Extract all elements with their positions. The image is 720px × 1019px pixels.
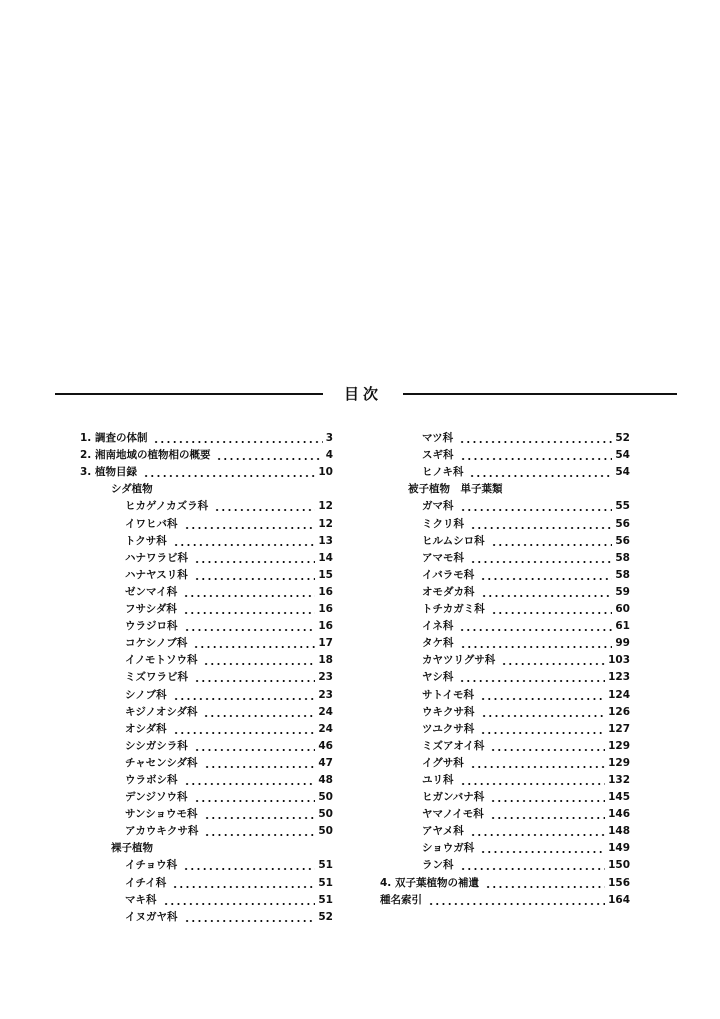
toc-entry-label: ヒルムシロ科 <box>422 534 485 547</box>
dot-leader <box>183 868 315 870</box>
toc-left-column <box>80 430 333 926</box>
toc-entry-page-number: 54 <box>615 466 630 479</box>
dot-leader <box>480 578 612 580</box>
dot-leader <box>204 834 315 836</box>
toc-entry-page-number: 46 <box>318 739 333 752</box>
toc-entry-label: トチカガミ科 <box>422 603 485 616</box>
toc-entry-label: シダ植物 <box>111 483 153 496</box>
toc-entry <box>422 721 630 738</box>
page-title: 目次 <box>343 385 382 403</box>
dot-leader <box>193 646 315 648</box>
toc-entry <box>125 567 333 584</box>
toc-entry-label: コケシノブ科 <box>125 637 188 650</box>
toc-entry-label: マツ科 <box>422 432 454 445</box>
toc-entry-page-number: 50 <box>318 825 333 838</box>
toc-entry-label: オシダ科 <box>125 722 167 735</box>
toc-entry <box>125 515 333 532</box>
toc-entry <box>422 652 630 669</box>
toc-entry <box>422 686 630 703</box>
toc-entry <box>422 772 630 789</box>
toc-entry-label: カヤツリグサ科 <box>422 654 496 667</box>
toc-entry-label: アマモ科 <box>422 551 464 564</box>
toc-entry <box>125 652 333 669</box>
toc-entry-label: ユリ科 <box>422 773 454 786</box>
toc-entry-page-number: 10 <box>318 466 333 479</box>
dot-leader <box>173 732 316 734</box>
toc-entry-label: ハナワラビ科 <box>125 551 188 564</box>
toc-entry <box>422 618 630 635</box>
dot-leader <box>204 817 316 819</box>
toc-entry-page-number: 52 <box>318 910 333 923</box>
toc-entry-label: イバラモ科 <box>422 568 475 581</box>
toc-entry-page-number: 61 <box>615 620 630 633</box>
toc-entry-page-number: 52 <box>615 432 630 445</box>
toc-entry-page-number: 58 <box>615 568 630 581</box>
toc-entry-label: 被子植物 単子葉類 <box>408 483 503 496</box>
toc-entry <box>422 498 630 515</box>
toc-entry-page-number: 132 <box>608 773 630 786</box>
toc-entry-page-number: 48 <box>318 773 333 786</box>
dot-leader <box>485 886 605 888</box>
toc-header <box>55 383 677 405</box>
toc-entry <box>125 533 333 550</box>
toc-entry-page-number: 148 <box>608 825 630 838</box>
toc-entry-page-number: 145 <box>608 791 630 804</box>
toc-entry <box>422 755 630 772</box>
toc-entry-label: 種名索引 <box>380 893 422 906</box>
dot-leader <box>203 715 315 717</box>
toc-entry-page-number: 16 <box>318 620 333 633</box>
toc-entry-label: タケ科 <box>422 637 454 650</box>
dot-leader <box>203 663 315 665</box>
toc-entry-label: 1. 調査の体制 <box>80 432 148 445</box>
toc-section-heading <box>408 481 630 498</box>
toc-entry <box>125 550 333 567</box>
dot-leader <box>490 749 605 751</box>
toc-entry <box>125 686 333 703</box>
toc-entry <box>125 823 333 840</box>
toc-entry-page-number: 55 <box>615 500 630 513</box>
toc-entry <box>380 874 630 891</box>
dot-leader <box>194 680 315 682</box>
toc-entry <box>125 584 333 601</box>
dot-leader <box>490 800 605 802</box>
dot-leader <box>216 458 322 460</box>
toc-right-column <box>380 430 630 909</box>
toc-entry-label: ミズアオイ科 <box>422 739 485 752</box>
toc-entry-label: イグサ科 <box>422 756 464 769</box>
toc-entry <box>80 464 333 481</box>
toc-entry-page-number: 146 <box>608 808 630 821</box>
dot-leader <box>460 458 613 460</box>
toc-entry-label: ヒノキ科 <box>422 466 464 479</box>
toc-entry-page-number: 150 <box>608 859 630 872</box>
toc-entry <box>422 823 630 840</box>
dot-leader <box>480 698 605 700</box>
toc-entry <box>422 515 630 532</box>
toc-entry <box>125 806 333 823</box>
toc-entry-page-number: 51 <box>318 893 333 906</box>
toc-entry-label: ショウガ科 <box>422 842 475 855</box>
toc-entry <box>125 857 333 874</box>
toc-entry <box>125 669 333 686</box>
toc-entry-page-number: 23 <box>318 688 333 701</box>
toc-entry-page-number: 129 <box>608 739 630 752</box>
toc-entry <box>422 601 630 618</box>
toc-entry-label: ヒガンバナ科 <box>422 791 485 804</box>
dot-leader <box>153 441 322 443</box>
toc-entry-label: 4. 双子葉植物の補遺 <box>380 876 479 889</box>
dot-leader <box>163 903 316 905</box>
dot-leader <box>194 561 315 563</box>
toc-entry-page-number: 50 <box>318 791 333 804</box>
toc-entry-label: ヤシ科 <box>422 671 454 684</box>
dot-leader <box>184 629 316 631</box>
dot-leader <box>470 527 612 529</box>
toc-entry-page-number: 127 <box>608 722 630 735</box>
toc-entry-label: イチイ科 <box>125 876 167 889</box>
toc-entry-label: イノモトソウ科 <box>125 654 198 667</box>
toc-entry-label: イヌガヤ科 <box>125 910 178 923</box>
toc-section-heading <box>111 481 333 498</box>
toc-entry <box>125 601 333 618</box>
toc-entry <box>422 635 630 652</box>
toc-entry <box>125 874 333 891</box>
toc-entry-page-number: 15 <box>318 568 333 581</box>
toc-entry-label: ミズワラビ科 <box>125 671 188 684</box>
toc-entry-label: アカウキクサ科 <box>125 825 199 838</box>
toc-entry <box>422 738 630 755</box>
toc-entry <box>422 447 630 464</box>
toc-entry-label: ハナヤスリ科 <box>125 568 188 581</box>
toc-entry <box>422 669 630 686</box>
toc-entry <box>422 789 630 806</box>
toc-entry-label: オモダカ科 <box>422 585 475 598</box>
dot-leader <box>459 441 612 443</box>
toc-entry-page-number: 56 <box>615 534 630 547</box>
dot-leader <box>491 544 613 546</box>
dot-leader <box>143 475 315 477</box>
toc-entry-page-number: 50 <box>318 808 333 821</box>
dot-leader <box>172 886 315 888</box>
toc-entry-page-number: 51 <box>318 876 333 889</box>
toc-entry-label: キジノオシダ科 <box>125 705 198 718</box>
toc-entry <box>422 704 630 721</box>
dot-leader <box>459 680 605 682</box>
toc-entry <box>125 498 333 515</box>
toc-entry <box>125 755 333 772</box>
dot-leader <box>194 749 316 751</box>
toc-entry-label: 裸子植物 <box>111 842 153 855</box>
dot-leader <box>470 766 605 768</box>
toc-entry-page-number: 149 <box>608 842 630 855</box>
dot-leader <box>173 544 316 546</box>
toc-entry-label: ヒカゲノカズラ科 <box>125 500 209 513</box>
toc-entry-page-number: 47 <box>318 756 333 769</box>
toc-entry <box>125 909 333 926</box>
toc-entry <box>125 618 333 635</box>
toc-entry-page-number: 103 <box>608 654 630 667</box>
toc-entry-page-number: 12 <box>318 517 333 530</box>
toc-entry <box>422 430 630 447</box>
toc-entry-label: ガマ科 <box>422 500 454 513</box>
dot-leader <box>183 612 316 614</box>
dot-leader <box>460 509 613 511</box>
toc-entry-page-number: 99 <box>615 637 630 650</box>
toc-entry-label: トクサ科 <box>125 534 167 547</box>
dot-leader <box>194 578 316 580</box>
toc-entry <box>422 550 630 567</box>
dot-leader <box>173 698 316 700</box>
dot-leader <box>460 783 606 785</box>
dot-leader <box>184 783 316 785</box>
toc-entry-page-number: 124 <box>608 688 630 701</box>
dot-leader <box>470 561 612 563</box>
toc-entry-page-number: 129 <box>608 756 630 769</box>
toc-entry-label: ゼンマイ科 <box>125 585 178 598</box>
dot-leader <box>460 646 613 648</box>
toc-entry <box>125 704 333 721</box>
toc-entry <box>125 892 333 909</box>
dot-leader <box>481 595 613 597</box>
toc-entry-label: イネ科 <box>422 620 454 633</box>
toc-entry-label: ツユクサ科 <box>422 722 475 735</box>
toc-entry-page-number: 16 <box>318 585 333 598</box>
dot-leader <box>481 715 606 717</box>
toc-entry <box>422 840 630 857</box>
toc-entry-page-number: 3 <box>325 432 333 445</box>
toc-entry-label: サンショウモ科 <box>125 808 198 821</box>
dot-leader <box>469 475 612 477</box>
toc-entry <box>422 464 630 481</box>
toc-entry-page-number: 23 <box>318 671 333 684</box>
dot-leader <box>501 663 605 665</box>
toc-entry-page-number: 156 <box>608 876 630 889</box>
dot-leader <box>184 527 316 529</box>
toc-entry-page-number: 164 <box>608 893 630 906</box>
toc-entry-page-number: 51 <box>318 859 333 872</box>
toc-entry-label: シノブ科 <box>125 688 167 701</box>
toc-entry <box>422 857 630 874</box>
toc-entry-page-number: 24 <box>318 722 333 735</box>
toc-entry <box>125 789 333 806</box>
dot-leader <box>470 834 605 836</box>
toc-entry <box>422 806 630 823</box>
toc-entry <box>422 533 630 550</box>
toc-entry-label: アヤメ科 <box>422 825 464 838</box>
toc-entry-page-number: 13 <box>318 534 333 547</box>
toc-entry-page-number: 12 <box>318 500 333 513</box>
toc-entry-page-number: 17 <box>318 637 333 650</box>
toc-entry <box>125 721 333 738</box>
toc-entry-page-number: 60 <box>615 603 630 616</box>
toc-entry-label: ウキクサ科 <box>422 705 475 718</box>
toc-entry-page-number: 18 <box>318 654 333 667</box>
toc-entry-page-number: 59 <box>615 585 630 598</box>
dot-leader <box>194 800 316 802</box>
dot-leader <box>184 920 316 922</box>
dot-leader <box>459 629 612 631</box>
toc-entry <box>422 567 630 584</box>
dot-leader <box>214 509 315 511</box>
toc-entry-label: チャセンシダ科 <box>125 756 198 769</box>
toc-entry <box>125 738 333 755</box>
dot-leader <box>183 595 315 597</box>
toc-entry-label: デンジソウ科 <box>125 791 188 804</box>
title-rule-left <box>55 393 323 395</box>
dot-leader <box>480 732 605 734</box>
toc-entry-label: ウラジロ科 <box>125 620 178 633</box>
dot-leader <box>480 851 605 853</box>
toc-entry-label: サトイモ科 <box>422 688 474 701</box>
toc-entry <box>80 430 333 447</box>
toc-entry <box>125 772 333 789</box>
toc-entry-page-number: 56 <box>615 517 630 530</box>
toc-entry-label: ヤマノイモ科 <box>422 808 484 821</box>
toc-entry-label: ミクリ科 <box>422 517 464 530</box>
toc-entry-label: スギ科 <box>422 449 454 462</box>
toc-entry-page-number: 58 <box>615 551 630 564</box>
toc-section-heading <box>111 840 333 857</box>
toc-entry-label: ウラボシ科 <box>125 773 178 786</box>
toc-entry <box>380 892 630 909</box>
title-rule-right <box>403 393 677 395</box>
toc-entry-label: 2. 湘南地域の植物相の概要 <box>80 449 211 462</box>
toc-entry-page-number: 123 <box>608 671 630 684</box>
toc-entry-page-number: 16 <box>318 603 333 616</box>
toc-entry-label: ラン科 <box>422 859 454 872</box>
toc-entry-label: フサシダ科 <box>125 603 177 616</box>
toc-entry-page-number: 4 <box>325 449 333 462</box>
toc-entry-label: イチョウ科 <box>125 859 178 872</box>
dot-leader <box>428 903 605 905</box>
toc-entry-label: マキ科 <box>125 893 157 906</box>
toc-entry <box>80 447 333 464</box>
dot-leader <box>490 817 605 819</box>
toc-entry-label: シシガシラ科 <box>125 739 188 752</box>
toc-entry-page-number: 126 <box>608 705 630 718</box>
dot-leader <box>491 612 613 614</box>
toc-entry-page-number: 14 <box>318 551 333 564</box>
toc-entry <box>125 635 333 652</box>
toc-entry-label: 3. 植物目録 <box>80 466 137 479</box>
dot-leader <box>204 766 316 768</box>
toc-entry <box>422 584 630 601</box>
dot-leader <box>460 868 606 870</box>
toc-entry-page-number: 54 <box>615 449 630 462</box>
toc-entry-label: イワヒバ科 <box>125 517 178 530</box>
toc-entry-page-number: 24 <box>318 705 333 718</box>
